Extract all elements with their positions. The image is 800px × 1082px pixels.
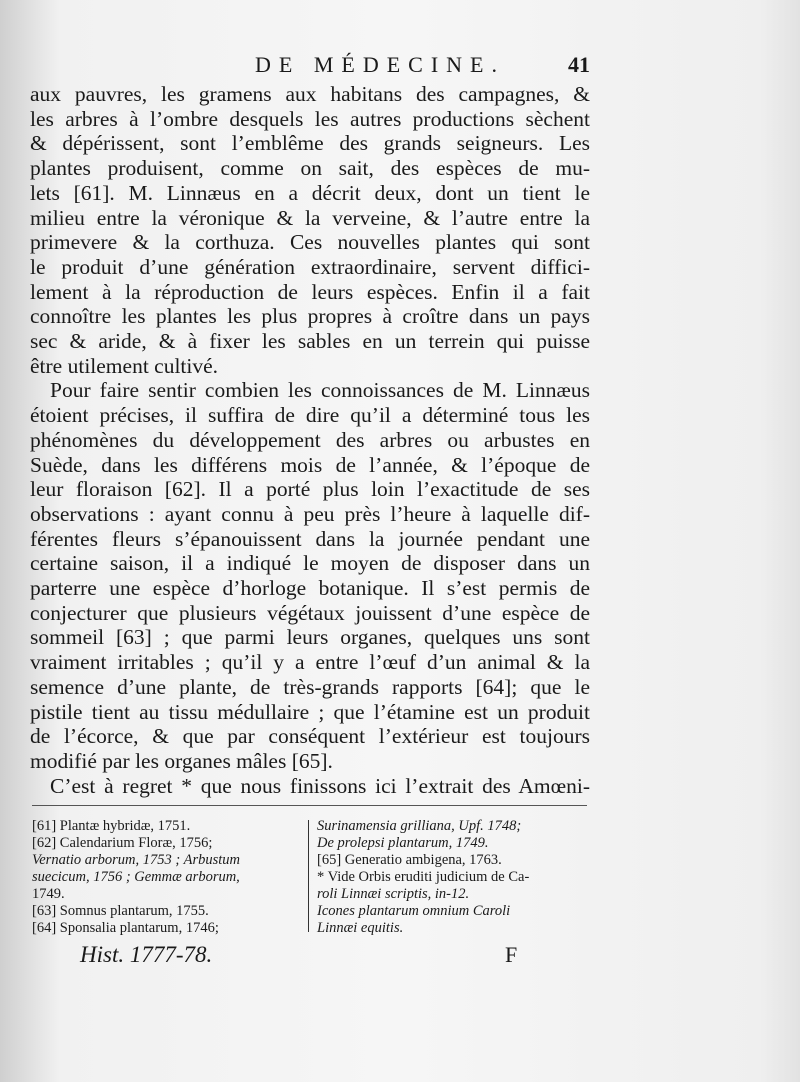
footnote-line: Vernatio arborum, 1753 ; Arbustum xyxy=(32,852,240,868)
text-line: sommeil [63] ; que parmi leurs organes, quelques uns sont xyxy=(30,625,590,650)
footnote-column-rule xyxy=(308,820,309,932)
footnote-divider xyxy=(32,805,587,806)
text-line: vraiment irritables ; qu’il y a entre l’œuf d’un animal & la xyxy=(30,650,590,675)
text-line: & dépérissent, sont l’emblême des grands seigneurs. Les xyxy=(30,131,590,156)
footnote-line: * Vide Orbis eruditi judicium de Ca- xyxy=(317,869,530,885)
page-number: 41 xyxy=(568,52,590,77)
text-line: primevere & la corthuza. Ces nouvelles plantes qui sont xyxy=(30,230,590,255)
text-line: phénomènes du développement des arbres ou arbustes en xyxy=(30,427,590,452)
footnote-line: Surinamensia grilliana, Upf. 1748; xyxy=(317,818,522,834)
footnote-line: [63] Somnus plantarum, 1755. xyxy=(32,903,209,919)
footnotes-right-column xyxy=(317,818,587,937)
text-line: lets [61]. M. Linnæus en a décrit deux, dont un tient le xyxy=(30,180,590,205)
text-line: de l’écorce, & que par conséquent l’extérieur est toujours xyxy=(30,724,590,749)
footnote-line: Linnæi equitis. xyxy=(317,920,404,936)
text-line: conjecturer que plusieurs végétaux jouissent d’une espèce de xyxy=(30,600,590,625)
text-line: semence d’une plante, de très-grands rapports [64]; que le xyxy=(30,674,590,699)
text-line: les arbres à l’ombre desquels les autres productions sèchent xyxy=(30,106,590,131)
running-head: DE MÉDECINE. xyxy=(255,52,505,77)
text-line: étoient précises, il suffira de dire qu’il a déterminé tous les xyxy=(30,403,590,428)
footnote-line: [65] Generatio ambigena, 1763. xyxy=(317,852,502,868)
text-line: être utilement cultivé. xyxy=(30,353,219,378)
footnote-line: [61] Plantæ hybridæ, 1751. xyxy=(32,818,191,834)
text-line: sec & aride, & à fixer les sables en un terrein qui puisse xyxy=(30,329,590,354)
text-line: aux pauvres, les gramens aux habitans des campagnes, & xyxy=(30,82,590,106)
text-line: pistile tient au tissu médullaire ; que l’étamine est un produit xyxy=(30,699,590,724)
footnote-line: Icones plantarum omnium Caroli xyxy=(317,903,511,919)
text-line: Pour faire sentir combien les connoissances de M. Linnæus xyxy=(50,378,590,403)
text-line: férentes fleurs s’épanouissent dans la journée pendant une xyxy=(30,526,590,551)
footnote-line: 1749. xyxy=(32,886,65,902)
footnote-line: suecicum, 1756 ; Gemmæ arborum, xyxy=(32,869,240,885)
footnotes-left-column xyxy=(32,818,302,937)
text-line: leur floraison [62]. Il a porté plus loin l’exactitude de ses xyxy=(30,477,590,502)
text-line: connoître les plantes les plus propres à croître dans un pays xyxy=(30,304,590,329)
body-text xyxy=(30,82,590,798)
text-line: C’est à regret * que nous finissons ici l’extrait des Amœni- xyxy=(50,773,590,798)
gathering-signature: F xyxy=(505,942,518,967)
text-line: le produit d’une génération extraordinaire, servent diffici- xyxy=(30,254,590,279)
footnote-line: [64] Sponsalia plantarum, 1746; xyxy=(32,920,219,936)
text-line: lement à la réproduction de leurs espèces. Enfin il a fait xyxy=(30,279,590,304)
text-line: observations : ayant connu à peu près l’heure à laquelle dif- xyxy=(30,501,590,526)
footnote-line: [62] Calendarium Floræ, 1756; xyxy=(32,835,213,851)
text-line: certaine saison, il a indiqué le moyen de disposer dans un xyxy=(30,551,590,576)
text-line: Suède, dans les différens mois de l’année, & l’époque de xyxy=(30,452,590,477)
footnote-line: De prolepsi plantarum, 1749. xyxy=(317,835,489,851)
footnote-line: roli Linnæi scriptis, in-12. xyxy=(317,886,470,902)
text-line: plantes produisent, comme on sait, des espèces de mu- xyxy=(30,156,590,181)
text-line: modifié par les organes mâles [65]. xyxy=(30,748,333,773)
text-line: parterre une espèce d’horloge botanique. Il s’est permis de xyxy=(30,576,590,601)
volume-signature: Hist. 1777-78. xyxy=(80,942,213,967)
text-line: milieu entre la véronique & la verveine, & l’autre entre la xyxy=(30,205,590,230)
